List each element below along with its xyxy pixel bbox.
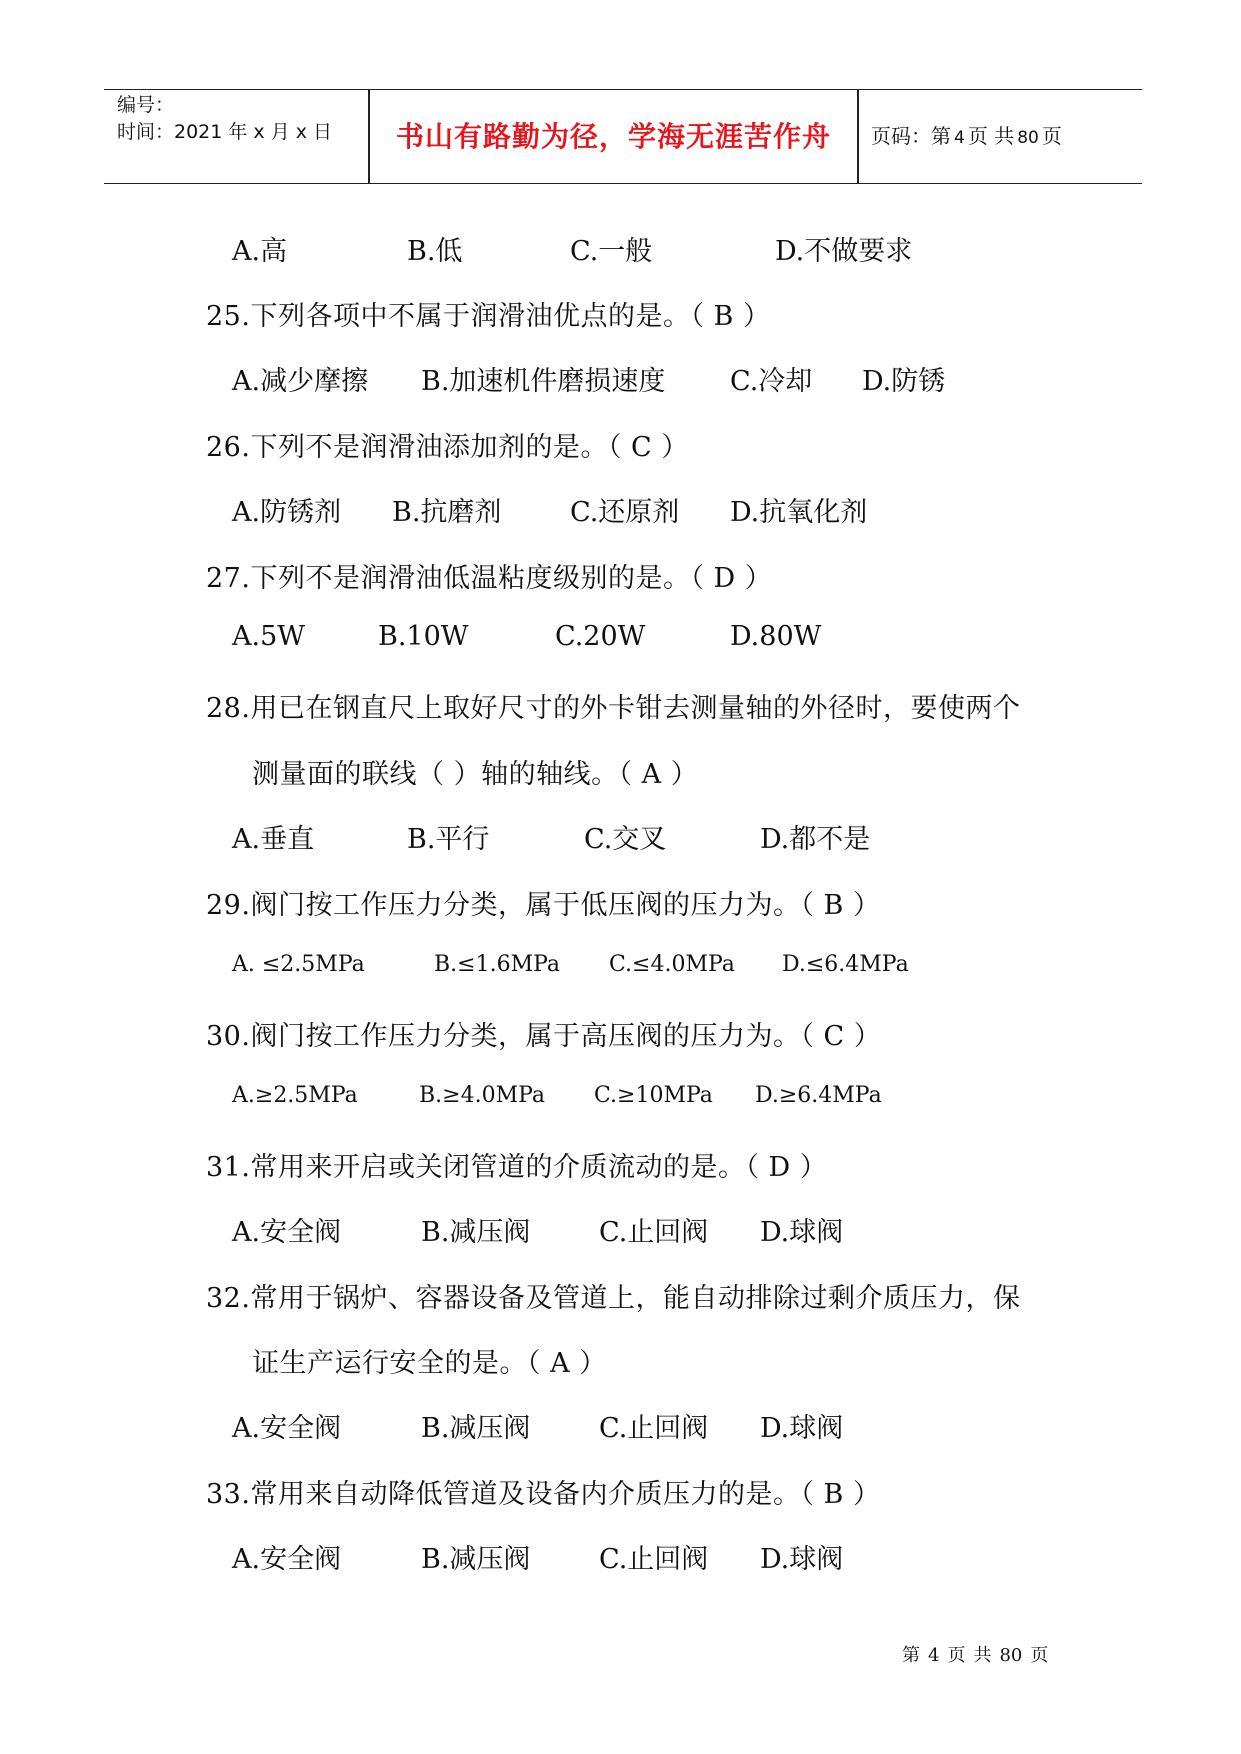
question-28-cont: 测量面的联线（ ）轴的轴线。（ A ） bbox=[252, 759, 699, 790]
footer-text: 第 bbox=[902, 1645, 920, 1666]
option-d: D.不做要求 bbox=[775, 236, 913, 267]
option-a: A.5W bbox=[232, 621, 306, 652]
option-a: A. ≤2.5MPa bbox=[232, 952, 365, 977]
option-c: C.止回阀 bbox=[599, 1413, 709, 1444]
option-b: B.平行 bbox=[407, 824, 490, 855]
option-c: C.20W bbox=[555, 621, 646, 652]
option-c: C.还原剂 bbox=[570, 497, 680, 528]
footer-page-number: 4 bbox=[928, 1645, 940, 1666]
footer-text: 页 bbox=[1030, 1645, 1049, 1666]
header-page-info bbox=[871, 90, 1062, 183]
page-footer bbox=[898, 1641, 1052, 1667]
option-d: D.≥6.4MPa bbox=[755, 1083, 882, 1108]
option-c: C.冷却 bbox=[730, 366, 813, 397]
question-32: 32.常用于锅炉、容器设备及管道上，能自动排除过剩介质压力，保 bbox=[206, 1283, 1021, 1314]
page-label: 页码：第 bbox=[871, 124, 951, 148]
serial-label: 编号： bbox=[117, 94, 175, 116]
option-d: D.≤6.4MPa bbox=[782, 952, 909, 977]
option-d: D.抗氧化剂 bbox=[730, 497, 868, 528]
header-motto: 书山有路勤为径，学海无涯苦作舟 bbox=[395, 120, 831, 153]
option-c: C.一般 bbox=[570, 236, 653, 267]
option-b: B.≥4.0MPa bbox=[419, 1083, 546, 1108]
header-meta bbox=[117, 92, 357, 146]
option-d: D.球阀 bbox=[760, 1413, 844, 1444]
page-number: 4 bbox=[954, 128, 965, 148]
option-d: D.都不是 bbox=[760, 824, 871, 855]
question-30: 30.阀门按工作压力分类，属于高压阀的压力为。（ C ） bbox=[206, 1021, 882, 1052]
question-29: 29.阀门按工作压力分类，属于低压阀的压力为。（ B ） bbox=[206, 890, 881, 921]
option-b: B.抗磨剂 bbox=[392, 497, 502, 528]
footer-text: 共 bbox=[973, 1645, 992, 1666]
option-c: C.交叉 bbox=[584, 824, 667, 855]
option-a: A.≥2.5MPa bbox=[232, 1083, 358, 1108]
page-total: 80 bbox=[1017, 128, 1039, 148]
option-d: D.球阀 bbox=[760, 1544, 844, 1575]
option-b: B.减压阀 bbox=[421, 1217, 531, 1248]
page-end: 页 bbox=[1041, 124, 1062, 148]
header-divider bbox=[857, 90, 859, 183]
question-31: 31.常用来开启或关闭管道的介质流动的是。（ D ） bbox=[206, 1152, 828, 1183]
option-d: D.防锈 bbox=[862, 366, 946, 397]
question-28: 28.用已在钢直尺上取好尺寸的外卡钳去测量轴的外径时，要使两个 bbox=[206, 693, 1021, 724]
option-b: B.减压阀 bbox=[421, 1413, 531, 1444]
option-a: A.安全阀 bbox=[232, 1544, 342, 1575]
option-c: C.≤4.0MPa bbox=[609, 952, 735, 977]
page-header bbox=[104, 89, 1142, 184]
option-a: A.减少摩擦 bbox=[232, 366, 369, 397]
question-25: 25.下列各项中不属于润滑油优点的是。（ B ） bbox=[206, 301, 771, 332]
option-b: B.低 bbox=[407, 236, 463, 267]
question-26: 26.下列不是润滑油添加剂的是。（ C ） bbox=[206, 432, 689, 463]
option-c: C.止回阀 bbox=[599, 1217, 709, 1248]
footer-text: 页 bbox=[947, 1645, 966, 1666]
option-a: A.垂直 bbox=[232, 824, 315, 855]
option-a: A.安全阀 bbox=[232, 1413, 342, 1444]
option-b: B.加速机件磨损速度 bbox=[421, 366, 666, 397]
option-a: A.高 bbox=[232, 236, 288, 267]
option-d: D.球阀 bbox=[760, 1217, 844, 1248]
option-c: C.≥10MPa bbox=[594, 1083, 713, 1108]
option-b: B.≤1.6MPa bbox=[434, 952, 561, 977]
question-33: 33.常用来自动降低管道及设备内介质压力的是。（ B ） bbox=[206, 1479, 881, 1510]
option-a: A.防锈剂 bbox=[232, 497, 342, 528]
page-mid: 页 共 bbox=[967, 124, 1015, 148]
option-c: C.止回阀 bbox=[599, 1544, 709, 1575]
option-a: A.安全阀 bbox=[232, 1217, 342, 1248]
question-32-cont: 证生产运行安全的是。（ A ） bbox=[252, 1348, 607, 1379]
option-b: B.减压阀 bbox=[421, 1544, 531, 1575]
question-27: 27.下列不是润滑油低温粘度级别的是。（ D ） bbox=[206, 563, 773, 594]
option-d: D.80W bbox=[730, 621, 822, 652]
time-label: 时间：2021 年 x 月 x 日 bbox=[117, 121, 333, 143]
option-b: B.10W bbox=[378, 621, 469, 652]
footer-page-total: 80 bbox=[999, 1645, 1023, 1666]
